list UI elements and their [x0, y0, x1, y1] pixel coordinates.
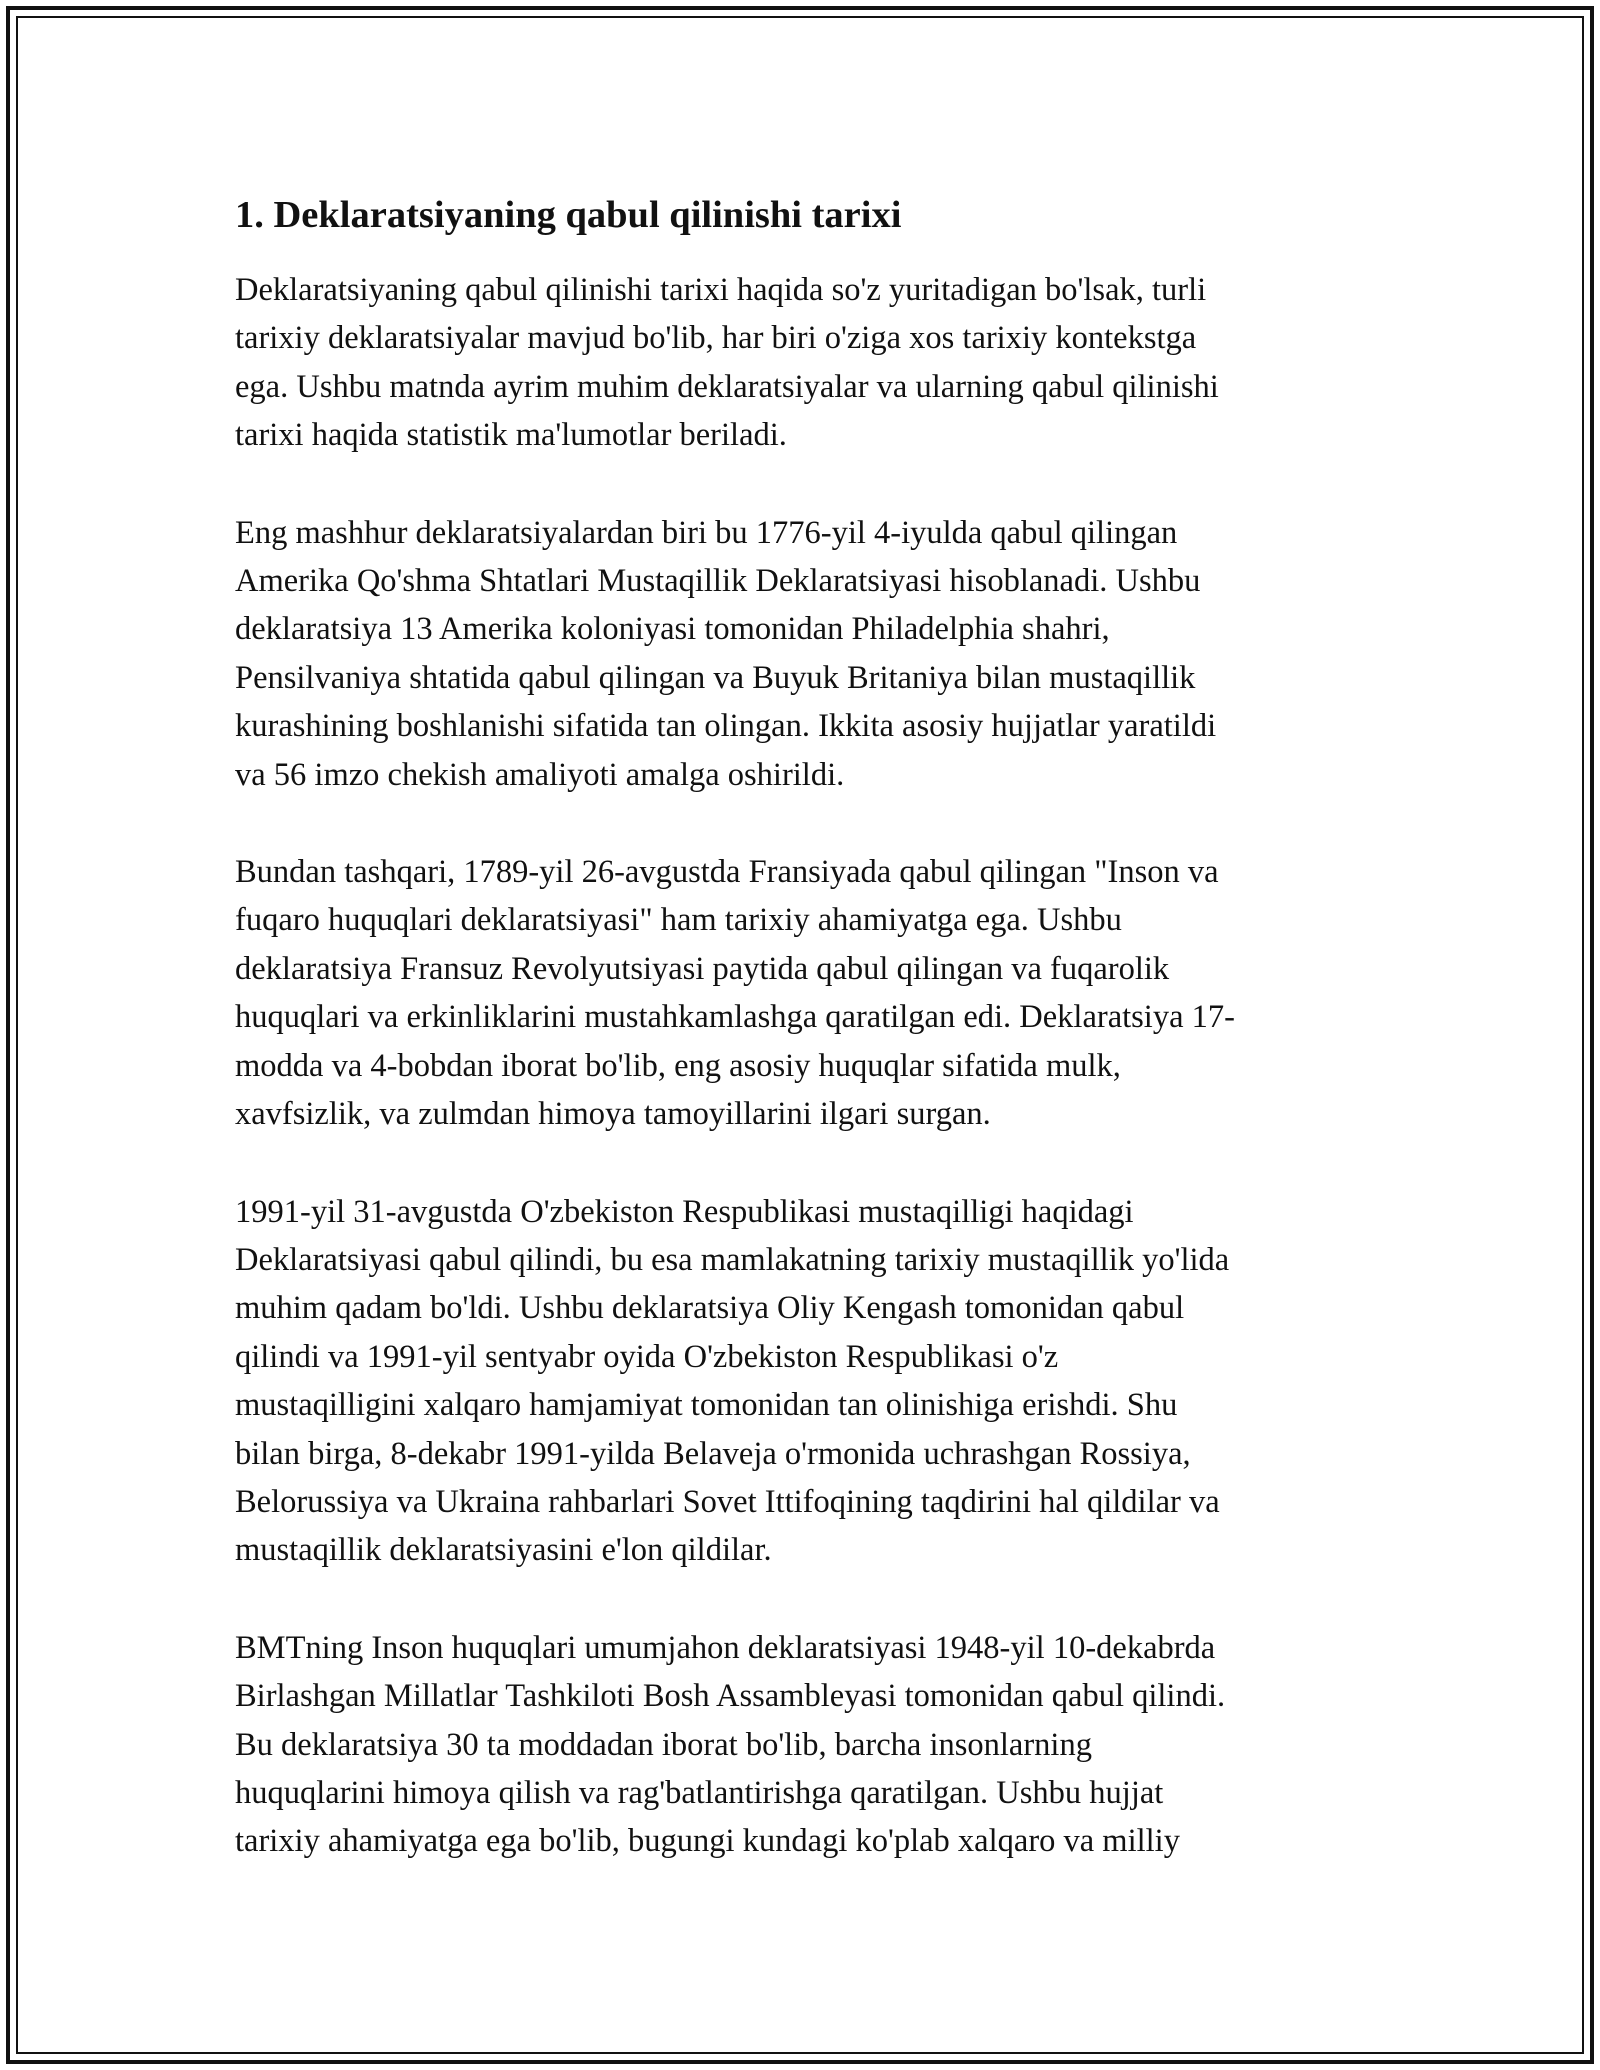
text-line: huquqlari va erkinliklarini mustahkamlashga qaratilgan edi. Deklaratsiya 17- [235, 999, 1235, 1036]
paragraph-france-declaration [235, 848, 1375, 1138]
text-line: va 56 imzo chekish amaliyoti amalga oshirildi. [235, 756, 845, 793]
text-line: Pensilvaniya shtatida qabul qilingan va Buyuk Britaniya bilan mustaqillik [235, 659, 1196, 696]
document-body [235, 187, 1375, 1915]
text-line: huquqlarini himoya qilish va rag'batlantirishga qaratilgan. Ushbu hujjat [235, 1774, 1164, 1811]
text-line: qilindi va 1991-yil sentyabr oyida O'zbekiston Respublikasi o'z [235, 1338, 1059, 1375]
paragraph-un-declaration [235, 1624, 1375, 1866]
text-line: Deklaratsiyasi qabul qilindi, bu esa mamlakatning tarixiy mustaqillik yo'lida [235, 1241, 1230, 1278]
text-line: 1991-yil 31-avgustda O'zbekiston Respublikasi mustaqilligi haqidagi [235, 1193, 1134, 1230]
text-line: kurashining boshlanishi sifatida tan olingan. Ikkita asosiy hujjatlar yaratildi [235, 708, 1217, 745]
text-line: deklaratsiya 13 Amerika koloniyasi tomonidan Philadelphia shahri, [235, 611, 1110, 648]
text-line: Belorussiya va Ukraina rahbarlari Sovet Ittifoqining taqdirini hal qildilar va [235, 1483, 1220, 1520]
text-line: tarixiy deklaratsiyalar mavjud bo'lib, har biri o'ziga xos tarixiy kontekstga [235, 320, 1197, 357]
text-line: tarixiy ahamiyatga ega bo'lib, bugungi kundagi ko'plab xalqaro va milliy [235, 1823, 1180, 1860]
text-line: tarixi haqida statistik ma'lumotlar beriladi. [235, 417, 787, 454]
paragraph-usa-declaration [235, 509, 1375, 799]
text-line: modda va 4-bobdan iborat bo'lib, eng asosiy huquqlar sifatida mulk, [235, 1047, 1121, 1084]
paragraph-uzbekistan-declaration [235, 1188, 1375, 1575]
text-line: mustaqilligini xalqaro hamjamiyat tomonidan tan olinishiga erishdi. Shu [235, 1387, 1178, 1424]
text-line: bilan birga, 8-dekabr 1991-yilda Belaveja o'rmonida uchrashgan Rossiya, [235, 1435, 1191, 1472]
section-title: 1. Deklaratsiyaning qabul qilinishi tarixi [235, 194, 902, 236]
text-line: fuqaro huquqlari deklaratsiyasi" ham tarixiy ahamiyatga ega. Ushbu [235, 902, 1122, 939]
text-line: Eng mashhur deklaratsiyalardan biri bu 1776-yil 4-iyulda qabul qilingan [235, 514, 1178, 551]
text-line: ega. Ushbu matnda ayrim muhim deklaratsiyalar va ularning qabul qilinishi [235, 368, 1219, 405]
text-line: Bundan tashqari, 1789-yil 26-avgustda Fransiyada qabul qilingan "Inson va [235, 854, 1219, 891]
paragraph-intro [235, 266, 1375, 460]
text-line: mustaqillik deklaratsiyasini e'lon qildilar. [235, 1532, 772, 1569]
text-line: Amerika Qo'shma Shtatlari Mustaqillik Deklaratsiyasi hisoblanadi. Ushbu [235, 563, 1201, 600]
text-line: Birlashgan Millatlar Tashkiloti Bosh Assambleyasi tomonidan qabul qilindi. [235, 1678, 1226, 1715]
text-line: xavfsizlik, va zulmdan himoya tamoyillarini ilgari surgan. [235, 1096, 991, 1133]
text-line: deklaratsiya Fransuz Revolyutsiyasi paytida qabul qilingan va fuqarolik [235, 950, 1170, 987]
text-line: BMTning Inson huquqlari umumjahon deklaratsiyasi 1948-yil 10-dekabrda [235, 1629, 1216, 1666]
text-line: muhim qadam bo'ldi. Ushbu deklaratsiya Oliy Kengash tomonidan qabul [235, 1290, 1185, 1327]
text-line: Bu deklaratsiya 30 ta moddadan iborat bo'lib, barcha insonlarning [235, 1726, 1092, 1763]
text-line: Deklaratsiyaning qabul qilinishi tarixi haqida so'z yuritadigan bo'lsak, turli [235, 272, 1207, 308]
